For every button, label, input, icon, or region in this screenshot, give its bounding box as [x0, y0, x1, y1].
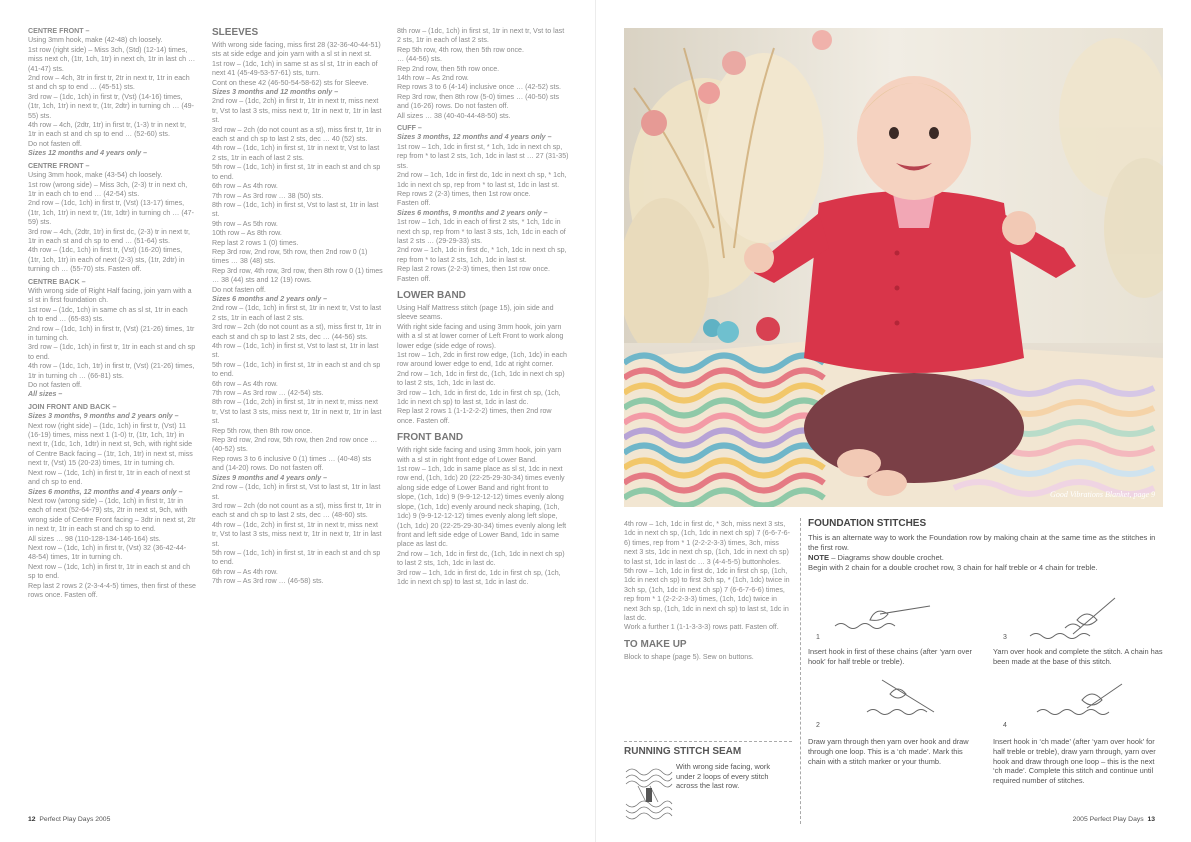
- foundation-step-2-num: 2: [816, 722, 820, 729]
- pattern-paragraph: 7th row – As 3rd row … (42-54) sts.: [212, 389, 324, 398]
- pattern-paragraph: With wrong side facing, miss first 28 (32-36-40-44-51) sts at side edge and join yarn with a sl st in next st.: [212, 41, 381, 59]
- pattern-paragraph: Using Half Mattress stitch (page 15), join side and sleeve seams.: [397, 303, 554, 322]
- pattern-paragraph: 1st row (wrong side) – Miss 3ch, (2-3) tr in next ch, 1tr in each ch to end … (42-54) sts.: [28, 180, 188, 198]
- pattern-paragraph: Rep last 2 rows 1 (1-1-2-2-2) times, then 2nd row once. Fasten off.: [397, 407, 552, 425]
- pattern-column-1: [28, 27, 196, 600]
- section-title: FRONT BAND: [397, 432, 464, 444]
- section-heading: CENTRE BACK –: [28, 277, 86, 286]
- pattern-paragraph: 3rd row – 2ch (do not count as a st), miss first tr, 1tr in each st and ch sp to last 2 sts, dec … 40 (52) sts.: [212, 125, 382, 144]
- pattern-paragraph: 6th row – As 4th row.: [212, 182, 278, 191]
- pattern-paragraph: All sizes … 38 (40-40-44-48-50) sts.: [397, 111, 511, 120]
- foundation-title: FOUNDATION STITCHES: [808, 518, 927, 529]
- pattern-paragraph: Next row – (1dc, 1ch) in first tr, 1tr in each of next st and ch sp to end.: [28, 468, 191, 487]
- section-heading: CUFF –: [397, 124, 422, 133]
- size-heading: Sizes 6 months, 12 months and 4 years only –: [28, 487, 183, 496]
- pattern-paragraph: 3rd row – 1ch, 1dc in first dc, 1dc in first ch sp, (1ch, 1dc in next ch sp) to last st, 1dc in last dc.: [397, 568, 561, 586]
- pattern-paragraph: Fasten off.: [397, 199, 431, 208]
- pattern-paragraph: 3rd row – (1dc, 1ch) in first tr, (Vst) (14-16) times, (1tr, 1ch, 1tr) in next tr, (1tr, 2dtr) in turning ch … (49-55) sts.: [28, 92, 194, 120]
- pattern-paragraph: Rep last 2 rows 1 (0) times.: [212, 238, 299, 247]
- pattern-paragraph: 1st row – 1ch, 1dc in each of first 2 sts, * 1ch, 1dc in next ch sp, rep from * to last 3 sts, 1ch, 1dc in each of last 2 sts … (29-29-33) sts.: [397, 218, 566, 245]
- pattern-paragraph: 5th row – 1ch, 1dc in first dc, 1dc in first ch sp, (1ch, 1dc in next ch sp) to first 3ch sp, * (1ch, 1dc) twice in 3ch sp, (1ch, 1dc in next ch sp) 7 (6-6-7-6-6) times, rep from * 1 (2-2-2-3-3) times, (1ch, 1dc) twice in next 3ch sp, (1ch, 1dc in next ch sp) to last st, 1dc in last dc.: [624, 567, 790, 623]
- pattern-paragraph: 1st row – 1ch, 1dc in first st, * 1ch, 1dc in next ch sp, rep from * to last 2 sts, 1ch, 1dc in last st … 27 (31-35) sts.: [397, 142, 569, 170]
- foundation-note-line2: Begin with 2 chain for a double crochet row, 3 chain for half treble or 4 chain for treble.: [808, 563, 1098, 572]
- pattern-paragraph: 6th row – As 4th row.: [212, 567, 278, 576]
- pattern-paragraph: Using 3mm hook, make (42-48) ch loosely.: [28, 36, 163, 45]
- seam-diagram: [624, 764, 674, 831]
- pattern-paragraph: 4th row – (1dc, 2ch) in first st, 1tr in next tr, miss next tr, Vst to last 3 sts, miss next tr, 1tr in next tr, 1tr in last st.: [212, 520, 382, 548]
- foundation-diagram-1: [830, 596, 940, 638]
- pattern-paragraph: 14th row – As 2nd row.: [397, 74, 469, 83]
- foundation-diagram-3: [1025, 596, 1145, 644]
- foundation-step-2-text: Draw yarn through then yarn over hook and draw through one loop. This is a ‘ch made’. Mark this chain with a stitch marker or your thumb.: [808, 737, 969, 766]
- pattern-paragraph: 5th row – (1dc, 1ch) in first st, 1tr in each st and ch sp to end.: [212, 548, 381, 567]
- pattern-paragraph: 9th row – As 5th row.: [212, 219, 278, 228]
- pattern-paragraph: 2nd row – (1dc, 1ch) in first st, 1tr in next tr, Vst to last 2 sts, 1tr in each of last 2 sts.: [212, 304, 382, 322]
- pattern-paragraph: 2nd row – (1dc, 1ch) in first tr, (Vst) (21-26) times, 1tr in turning ch.: [28, 324, 195, 342]
- pattern-paragraph: Next row (right side) – (1dc, 1ch) in first tr, (Vst) 11 (16-19) times, miss next 1 (1-0) tr, (1tr, 1ch, 1tr) in next tr, (1dc, 1ch, 1dtr) in next st, 9ch, with right side of Centre Back facing – (1tr, 1ch, 1tr) in next st, miss next tr, (Vst) 15 (20-23) times, 1tr in turning ch.: [28, 421, 193, 468]
- pattern-paragraph: With right side facing and using 3mm hook, join yarn with a sl st at lower corner of Left Front to work along lower edge (side edge of rows).: [397, 322, 564, 350]
- folio-left-title: Perfect Play Days 2005: [39, 816, 111, 823]
- section-title: LOWER BAND: [397, 289, 466, 301]
- note-text: – Diagrams show double crochet.: [829, 553, 944, 562]
- pattern-paragraph: 2nd row – (1dc, 1ch) in first tr, (Vst) (13-17) times, (1tr, 1ch, 1tr) in next tr, (1tr, 1dtr) in turning ch … (47-59) sts.: [28, 199, 194, 227]
- pattern-paragraph: Next row – (1dc, 1ch) in first tr, (Vst) 32 (36-42-44-48-54) times, 1tr in turning ch.: [28, 543, 187, 562]
- pattern-paragraph: 3rd row – 2ch (do not count as a st), miss first tr, 1tr in each st and ch sp to last 2 sts, dec … (48-60) sts.: [212, 501, 382, 520]
- pattern-paragraph: 10th row – As 8th row.: [212, 229, 282, 238]
- pattern-paragraph: 2nd row – 1ch, 1dc in first dc, (1ch, 1dc in next ch sp) to last 2 sts, 1ch, 1dc in last dc.: [397, 549, 565, 568]
- size-heading: Sizes 9 months and 4 years only –: [212, 473, 328, 482]
- folio-right: [1073, 816, 1155, 823]
- pattern-paragraph: Rep 5th row, then 8th row once.: [212, 426, 313, 435]
- foundation-intro: This is an alternate way to work the Foundation row by making chain at the same time as the stitches in the first row.: [808, 533, 1156, 552]
- note-label: NOTE: [808, 553, 830, 562]
- pattern-paragraph: 5th row – (1dc, 1ch) in first st, 1tr in each st and ch sp to end.: [212, 163, 381, 181]
- pattern-paragraph: 6th row – As 4th row.: [212, 379, 278, 388]
- foundation-step-4-num: 4: [1003, 722, 1007, 729]
- pattern-paragraph: Using 3mm hook, make (43-54) ch loosely.: [28, 171, 163, 180]
- pattern-paragraph: Rep 3rd row, 2nd row, 5th row, then 2nd row 0 (1) times … 38 (48) sts.: [212, 247, 368, 266]
- pattern-paragraph: Rep 5th row, 4th row, then 5th row once.: [397, 45, 524, 54]
- pattern-column-4: [624, 520, 792, 662]
- pattern-paragraph: 4th row – 1ch, 1dc in first dc, * 3ch, miss next 3 sts, 1dc in next ch sp, (1ch, 1dc in next ch sp) 7 (6-6-7-6-6) times, rep from * 1 (2-2-2-3-3) times, 3ch, miss next 3 sts, 1dc in next ch sp, (1ch, 1dc in next ch sp) to last st, 1dc in last dc … 3 (4-4-5-5) buttonholes.: [624, 520, 790, 566]
- section-heading: CENTRE FRONT –: [28, 161, 90, 170]
- pattern-paragraph: Rep last 2 rows (2-2-3) times, then 1st row once. Fasten off.: [397, 265, 550, 283]
- section-heading: CENTRE FRONT –: [28, 27, 90, 35]
- foundation-step-3-num: 3: [1003, 634, 1007, 641]
- foundation-step-1-num: 1: [816, 634, 820, 641]
- foundation-step-3-text: Yarn over hook and complete the stitch. A chain has been made at the base of this stitch.: [993, 647, 1163, 666]
- pattern-paragraph: Rep last 2 rows 2 (2-3-4-4-5) times, then first of these rows once. Fasten off.: [28, 581, 196, 599]
- pattern-column-3: [397, 27, 569, 587]
- pattern-paragraph: All sizes … 98 (110-128-134-146-164) sts.: [28, 534, 161, 543]
- pattern-paragraph: Rep 3rd row, 4th row, 3rd row, then 8th row 0 (1) times … 38 (44) sts and 12 (19) rows.: [212, 266, 383, 285]
- pattern-paragraph: 2nd row – 1ch, 1dc in first dc, (1ch, 1dc in next ch sp) to last 2 sts, 1ch, 1dc in last dc.: [397, 369, 565, 388]
- seam-title: RUNNING STITCH SEAM: [624, 746, 742, 757]
- pattern-paragraph: Rep 3rd row, 2nd row, 5th row, then 2nd row once … (40-52) sts.: [212, 436, 378, 454]
- pattern-paragraph: 3rd row – 4ch, (2dtr, 1tr) in first dc, (2-3) tr in next tr, 1tr in each st and ch sp to end … (51-64) sts.: [28, 227, 191, 245]
- pattern-paragraph: 4th row – (1dc, 1ch) in first tr, (Vst) (16-20) times, (1tr, 1ch, 1tr) in each of next (2-3) sts, (1tr, 2dtr) in turning ch … (55-70) sts. Fasten off.: [28, 246, 185, 274]
- size-heading: Sizes 6 months and 2 years only –: [212, 294, 328, 303]
- pattern-paragraph: 5th row – (1dc, 1ch) in first st, 1tr in each st and ch sp to end.: [212, 360, 381, 379]
- foundation-step-4-text: Insert hook in ‘ch made’ (after ‘yarn over hook’ for half treble or treble), draw yarn through, yarn over hook and draw through one loop – this is the next ‘ch made’. Complete this stitch and continue until required number of stitches.: [993, 737, 1156, 786]
- pattern-paragraph: Rep rows 2 (2-3) times, then 1st row once.: [397, 189, 531, 198]
- page-number-left: 12: [28, 816, 36, 823]
- pattern-paragraph: 7th row – As 3rd row … (46-58) sts.: [212, 577, 324, 586]
- pattern-paragraph: … (44-56) sts.: [397, 55, 442, 64]
- pattern-paragraph: 1st row – 1ch, 1dc in same place as sl st, 1dc in next row end, (1ch, 1dc) 20 (22-25-29-30-34) times evenly along side edge of Lower Band and right front to slope, (1ch, 1dc) 9 (9-9-12-12-12) times evenly along slope, (1ch, 1dc) evenly around neck shaping, (1ch, 1dc) 9 (9-9-12-12-12) times evenly along left slope, (1ch, 1dc) 20 (22-25-29-30-34) times evenly along left front and left side edge of Lower Band, 1dc in same place as last dc.: [397, 465, 567, 549]
- pattern-paragraph: Cont on these 42 (46-50-54-58-62) sts for Sleeve.: [212, 78, 369, 87]
- pattern-paragraph: 2nd row – (1dc, 2ch) in first tr, 1tr in next tr, miss next tr, Vst to last 3 sts, miss next tr, 1tr in next tr, 1tr in last st.: [212, 97, 382, 125]
- pattern-paragraph: Do not fasten off.: [28, 139, 82, 148]
- foundation-diagram-2: [862, 672, 952, 724]
- foundation-step-1-text: Insert hook in first of these chains (after ‘yarn over hook’ for half treble or treble).: [808, 647, 972, 666]
- section-title: TO MAKE UP: [624, 638, 687, 650]
- pattern-column-2: [212, 27, 384, 587]
- photo-caption: Good Vibrations Blanket, page 9: [1050, 490, 1155, 499]
- pattern-paragraph: 8th row – (1dc, 1ch) in first st, 1tr in next tr, Vst to last 2 sts, 1tr in each of last 2 sts.: [397, 27, 565, 45]
- seam-instructions: With wrong side facing, work under 2 loops of every stitch across the last row.: [676, 762, 771, 791]
- pattern-paragraph: 2nd row – 1ch, 1dc in first dc, 1dc in next ch sp, * 1ch, 1dc in next ch sp, rep from * to last st, 1dc in last st.: [397, 171, 567, 189]
- pattern-paragraph: 4th row – (1dc, 1ch, 1tr) in first tr, (Vst) (21-26) times, 1tr in turning ch … (66-81) sts.: [28, 362, 195, 380]
- folio-left: [28, 816, 110, 823]
- pattern-paragraph: With wrong side of Right Half facing, join yarn with a sl st in first foundation ch.: [28, 286, 192, 305]
- size-heading: Sizes 3 months and 12 months only –: [212, 88, 339, 97]
- pattern-paragraph: 7th row – As 3rd row … 38 (50) sts.: [212, 191, 324, 200]
- pattern-paragraph: 4th row – (1dc, 1ch) in first st, 1tr in next tr, Vst to last 2 sts, 1tr in each of last 2 sts.: [212, 144, 380, 162]
- foundation-stitches-box: [808, 519, 1163, 573]
- pattern-paragraph: Next row – (1dc, 1ch) in first tr, 1tr in each st and ch sp to end.: [28, 562, 191, 581]
- pattern-paragraph: 1st row – (1dc, 1ch) in same ch as sl st, 1tr in each ch to end … (65-83) sts.: [28, 305, 188, 324]
- page-gutter: [595, 0, 596, 842]
- pattern-paragraph: 4th row – (1dc, 1ch) in first st, Vst to last st, 1tr in last st.: [212, 342, 379, 360]
- page-number-right: 13: [1147, 816, 1155, 823]
- foundation-note: [808, 553, 1163, 563]
- size-heading: All sizes –: [28, 390, 63, 399]
- foundation-divider: [800, 518, 801, 824]
- pattern-paragraph: 1st row – (1dc, 1ch) in same st as sl st, 1tr in each of next 41 (45-49-53-57-61) sts, turn.: [212, 59, 378, 78]
- pattern-paragraph: 1st row (right side) – Miss 3ch, (Std) (12-14) times, miss next ch, (1tr, 1ch, 1tr) in next ch, 1tr in last ch … (41-47) sts.: [28, 45, 196, 73]
- pattern-paragraph: Block to shape (page 5). Sew on buttons.: [624, 652, 754, 661]
- pattern-paragraph: 8th row – (1dc, 2ch) in first st, 1tr in next tr, miss next tr, Vst to last 3 sts, miss next tr, 1tr in next tr, 1tr in last st.: [212, 398, 382, 426]
- size-heading: Sizes 3 months, 9 months and 2 years only –: [28, 412, 179, 421]
- pattern-paragraph: Rep rows 3 to 6 inclusive 0 (1) times … (40-48) sts and (14-20) rows. Do not fasten off.: [212, 454, 372, 473]
- pattern-paragraph: Do not fasten off.: [212, 285, 266, 294]
- pattern-paragraph: 3rd row – 1ch, 1dc in first dc, 1dc in first ch sp, (1ch, 1dc in next ch sp) to last st, 1dc in last dc.: [397, 388, 561, 407]
- pattern-paragraph: 2nd row – 4ch, 3tr in first tr, 2tr in next tr, 1tr in each st and ch sp to end … (45-51) sts.: [28, 74, 190, 92]
- seam-divider: [624, 741, 792, 742]
- size-heading: Sizes 6 months, 9 months and 2 years only –: [397, 208, 548, 217]
- pattern-paragraph: Next row (wrong side) – (1dc, 1ch) in first tr, 1tr in each of next (52-64-79) sts, 2tr in next st, 9ch, with wrong side of Centre Front facing – 3dtr in next st, 2tr in next tr, 1tr in each st and ch sp to end.: [28, 496, 196, 534]
- pattern-paragraph: 8th row – (1dc, 1ch) in first st, Vst to last st, 1tr in last st.: [212, 200, 379, 219]
- pattern-paragraph: Rep 3rd row, then 8th row (5-0) times … (40-50) sts and (16-26) rows. Do not fasten off.: [397, 92, 560, 111]
- foundation-diagram-4: [1032, 680, 1132, 722]
- pattern-paragraph: 3rd row – (1dc, 1ch) in first tr, 1tr in each st and ch sp to end.: [28, 343, 196, 361]
- pattern-paragraph: Rep rows 3 to 6 (4-14) inclusive once … (42-52) sts.: [397, 83, 562, 92]
- pattern-paragraph: Rep 2nd row, then 5th row once.: [397, 64, 500, 73]
- section-title: SLEEVES: [212, 27, 259, 38]
- pattern-paragraph: 2nd row – 1ch, 1dc in first dc, * 1ch, 1dc in next ch sp, rep from * to last 2 sts, 1ch, 1dc in last st.: [397, 246, 567, 264]
- pattern-paragraph: Do not fasten off.: [28, 381, 82, 390]
- pattern-paragraph: 1st row – 1ch, 2dc in first row edge, (1ch, 1dc) in each row around lower edge to end, 1dc at right corner.: [397, 351, 567, 369]
- pattern-paragraph: With right side facing and using 3mm hook, join yarn with a sl st in right front edge of Lower Band.: [397, 446, 562, 464]
- pattern-paragraph: 3rd row – 2ch (do not count as a st), miss first tr, 1tr in each st and ch sp to last 2 sts, dec … (44-56) sts.: [212, 323, 382, 341]
- size-heading: Sizes 12 months and 4 years only –: [28, 149, 148, 158]
- baby-photo: [624, 28, 1163, 507]
- pattern-paragraph: 2nd row – (1dc, 1ch) in first st, Vst to last st, 1tr in last st.: [212, 483, 381, 501]
- pattern-paragraph: Work a further 1 (1-1-3-3-3) rows patt. Fasten off.: [624, 623, 779, 632]
- folio-right-title: 2005 Perfect Play Days: [1072, 816, 1144, 823]
- size-heading: Sizes 3 months, 12 months and 4 years only –: [397, 133, 552, 142]
- pattern-paragraph: 4th row – 4ch, (2dtr, 1tr) in first tr, (1-3) tr in next tr, 1tr in each st and ch sp to end … (52-60) sts.: [28, 121, 187, 139]
- section-heading: JOIN FRONT AND BACK –: [28, 402, 117, 411]
